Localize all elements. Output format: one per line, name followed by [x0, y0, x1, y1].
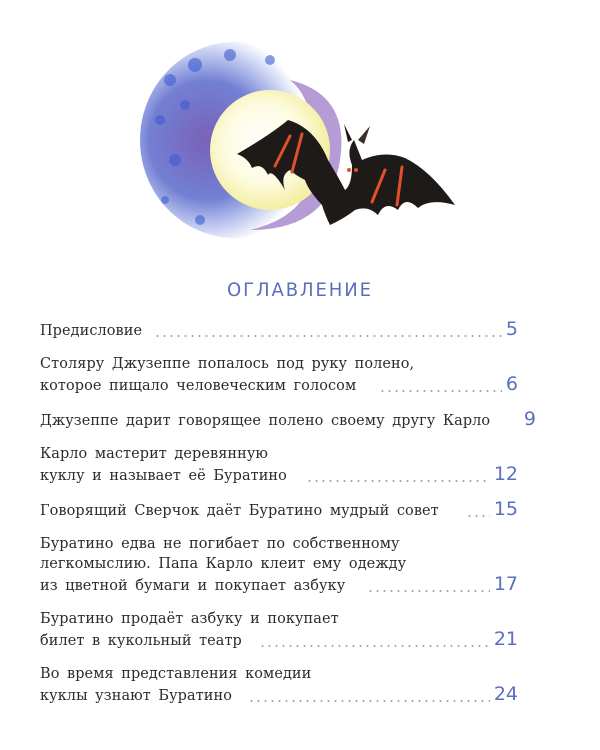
toc-entry[interactable]	[40, 353, 518, 395]
dot-leader	[466, 500, 490, 520]
toc-entry[interactable]	[40, 408, 536, 430]
toc-entry-title: Буратино продаёт азбуку и покупает	[40, 609, 339, 627]
toc-entry-title: куклы узнают Буратино	[40, 686, 233, 704]
dot-leader	[379, 375, 502, 395]
table-of-contents	[40, 318, 536, 718]
toc-page-number: 15	[493, 498, 518, 520]
toc-entry[interactable]	[40, 318, 518, 340]
toc-entry-title: Джузеппе дарит говорящее полено своему другу Карло	[40, 411, 491, 429]
toc-entry[interactable]	[40, 498, 518, 520]
dot-leader	[248, 685, 490, 705]
toc-entry-title: Предисловие	[40, 321, 143, 339]
toc-entry-title: билет в кукольный театр	[40, 631, 242, 649]
toc-entry-title: легкомыслию. Папа Карло клеит ему одежду	[40, 554, 407, 572]
page-title: ОГЛАВЛЕНИЕ	[226, 278, 373, 301]
toc-entry-title: Во время представления комедии	[40, 664, 312, 682]
toc-page-number: 21	[493, 628, 518, 650]
toc-page-number: 24	[493, 683, 518, 705]
bat-icon	[140, 40, 470, 250]
toc-page-number: 9	[523, 408, 536, 430]
toc-page-number: 5	[505, 318, 518, 340]
toc-page-number: 17	[493, 573, 518, 595]
toc-entry[interactable]	[40, 533, 518, 595]
toc-entry-title: которое пищало человеческим голосом	[40, 376, 357, 394]
toc-entry[interactable]	[40, 608, 518, 650]
bat-moon-illustration	[140, 40, 470, 250]
dot-leader	[306, 465, 490, 485]
toc-entry[interactable]	[40, 663, 518, 705]
dot-leader	[367, 575, 489, 595]
toc-entry-title: из цветной бумаги и покупает азбуку	[40, 576, 346, 594]
toc-page-number: 12	[493, 463, 518, 485]
toc-page-number: 6	[505, 373, 518, 395]
dot-leader	[154, 320, 502, 340]
toc-entry-title: куклу и называет её Буратино	[40, 466, 287, 484]
dot-leader	[259, 630, 490, 650]
toc-entry[interactable]	[40, 443, 518, 485]
toc-entry-title: Карло мастерит деревянную	[40, 444, 269, 462]
toc-entry-title: Говорящий Сверчок даёт Буратино мудрый совет	[40, 501, 439, 519]
toc-entry-title: Буратино едва не погибает по собственному	[40, 534, 400, 552]
toc-entry-title: Столяру Джузеппе попалось под руку полено,	[40, 354, 415, 372]
